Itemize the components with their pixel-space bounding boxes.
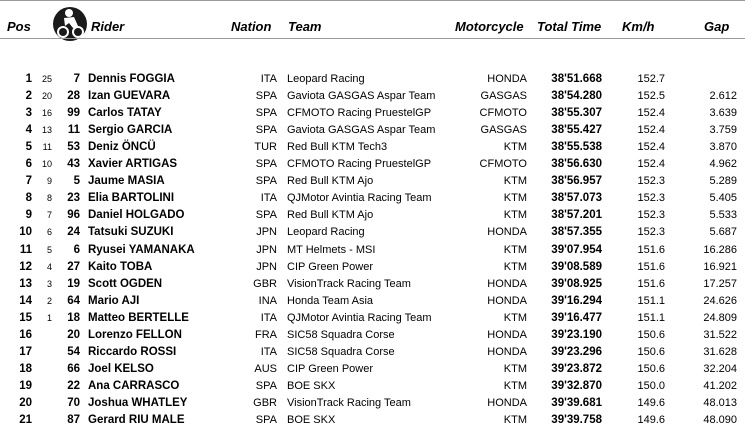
table-row (0, 88, 745, 105)
cell-team: Red Bull KTM Ajo (287, 175, 374, 188)
cell-gap: 5.533 (709, 209, 737, 222)
cell-speed-kmh: 150.6 (637, 328, 665, 341)
cell-points: 5 (46, 244, 52, 255)
cell-team: Red Bull KTM Tech3 (287, 141, 388, 154)
cell-rider-number: 11 (67, 124, 80, 137)
cell-rider-number: 6 (73, 243, 80, 256)
cell-position: 10 (19, 226, 32, 239)
cell-team: SIC58 Squadra Corse (287, 345, 395, 358)
cell-rider-name: Izan GUEVARA (88, 90, 171, 103)
cell-gap: 4.962 (709, 158, 737, 171)
cell-total-time: 38'51.668 (551, 73, 602, 85)
cell-nation: SPA (255, 90, 277, 103)
cell-motorcycle: KTM (503, 209, 527, 222)
cell-motorcycle: KTM (503, 379, 527, 392)
cell-total-time: 39'16.477 (551, 311, 602, 324)
cell-speed-kmh: 151.1 (637, 311, 665, 324)
cell-motorcycle: KTM (503, 243, 527, 256)
cell-position: 6 (25, 158, 32, 171)
cell-nation: FRA (255, 328, 277, 341)
cell-nation: SPA (255, 158, 277, 171)
cell-position: 16 (19, 328, 32, 341)
cell-position: 21 (19, 414, 32, 426)
cell-gap: 48.013 (703, 396, 737, 409)
cell-rider-name: Ana CARRASCO (88, 379, 180, 392)
table-row (0, 378, 745, 395)
cell-nation: GBR (253, 277, 277, 290)
cell-nation: JPN (256, 243, 277, 256)
cell-team: Leopard Racing (287, 73, 365, 85)
table-row (0, 122, 745, 139)
cell-points: 13 (41, 125, 52, 136)
cell-nation: SPA (255, 175, 277, 188)
cell-team: CFMOTO Racing PruestelGP (287, 158, 432, 171)
cell-speed-kmh: 152.4 (637, 107, 665, 120)
cell-rider-name: Dennis FOGGIA (88, 73, 175, 85)
cell-speed-kmh: 152.3 (637, 175, 665, 188)
cell-rider-number: 53 (67, 141, 80, 154)
cell-gap: 3.639 (709, 107, 737, 120)
cell-total-time: 39'32.870 (551, 379, 602, 392)
cell-motorcycle: GASGAS (480, 90, 527, 103)
cell-nation: SPA (255, 414, 277, 426)
cell-rider-name: Mario AJI (88, 294, 140, 307)
cell-position: 19 (19, 379, 32, 392)
cell-motorcycle: KTM (503, 175, 527, 188)
cell-total-time: 38'54.280 (551, 90, 602, 103)
cell-position: 1 (25, 73, 32, 85)
cell-gap: 41.202 (703, 379, 737, 392)
cell-speed-kmh: 151.6 (637, 277, 665, 290)
cell-team: BOE SKX (287, 379, 336, 392)
cell-gap: 5.687 (709, 226, 737, 239)
cell-gap: 24.809 (703, 311, 737, 324)
cell-speed-kmh: 150.6 (637, 362, 665, 375)
cell-nation: SPA (255, 124, 277, 137)
cell-position: 5 (25, 141, 32, 154)
cell-position: 7 (25, 175, 32, 188)
cell-rider-name: Sergio GARCIA (88, 124, 173, 137)
cell-gap: 24.626 (703, 294, 737, 307)
header-rule (0, 38, 745, 39)
cell-total-time: 38'57.201 (551, 209, 602, 222)
cell-rider-name: Ryusei YAMANAKA (88, 243, 195, 256)
cell-nation: ITA (260, 192, 277, 205)
cell-speed-kmh: 152.3 (637, 226, 665, 239)
cell-speed-kmh: 152.3 (637, 209, 665, 222)
table-row (0, 395, 745, 412)
cell-points: 11 (42, 142, 52, 153)
cell-team: CFMOTO Racing PruestelGP (287, 107, 432, 120)
table-row (0, 156, 745, 173)
cell-speed-kmh: 151.6 (637, 243, 665, 256)
cell-motorcycle: CFMOTO (479, 107, 527, 120)
cell-nation: JPN (256, 226, 277, 239)
cell-team: CIP Green Power (287, 362, 374, 375)
cell-gap: 3.870 (709, 141, 737, 154)
table-row (0, 139, 745, 156)
cell-total-time: 38'57.073 (551, 192, 602, 205)
motorcycle-rider-icon (53, 6, 87, 42)
cell-speed-kmh: 152.3 (637, 192, 665, 205)
cell-total-time: 38'55.538 (551, 141, 602, 154)
cell-total-time: 39'16.294 (551, 294, 602, 307)
cell-rider-name: Scott OGDEN (88, 277, 163, 290)
cell-gap: 48.090 (703, 414, 737, 426)
cell-points: 8 (46, 193, 52, 204)
cell-team: Leopard Racing (287, 226, 365, 239)
cell-nation: SPA (255, 107, 277, 120)
cell-gap: 5.405 (709, 192, 737, 205)
cell-motorcycle: KTM (503, 141, 527, 154)
cell-points: 16 (41, 108, 52, 119)
cell-position: 13 (19, 277, 32, 290)
cell-position: 12 (19, 260, 32, 273)
cell-team: Gaviota GASGAS Aspar Team (287, 90, 436, 103)
cell-rider-name: Elia BARTOLINI (88, 192, 175, 205)
cell-rider-number: 70 (67, 396, 80, 409)
cell-rider-number: 66 (67, 362, 80, 375)
cell-rider-number: 5 (73, 175, 80, 188)
cell-rider-name: Daniel HOLGADO (88, 209, 185, 222)
cell-position: 2 (25, 90, 32, 103)
cell-position: 18 (19, 362, 32, 375)
cell-motorcycle: HONDA (487, 73, 527, 85)
cell-total-time: 39'39.758 (551, 414, 602, 426)
cell-rider-number: 43 (67, 158, 80, 171)
cell-gap: 16.921 (703, 260, 737, 273)
cell-points: 2 (46, 295, 52, 306)
table-row (0, 293, 745, 310)
cell-total-time: 39'08.925 (551, 277, 602, 290)
cell-speed-kmh: 152.7 (637, 73, 665, 85)
cell-nation: ITA (260, 311, 277, 324)
cell-nation: TUR (254, 141, 277, 154)
cell-motorcycle: KTM (503, 192, 527, 205)
cell-gap: 5.289 (709, 175, 737, 188)
cell-motorcycle: CFMOTO (479, 158, 527, 171)
cell-motorcycle: HONDA (487, 226, 527, 239)
cell-motorcycle: KTM (503, 414, 527, 426)
cell-rider-number: 27 (67, 260, 80, 273)
cell-nation: SPA (255, 209, 277, 222)
cell-speed-kmh: 151.1 (637, 294, 665, 307)
cell-team: QJMotor Avintia Racing Team (287, 311, 432, 324)
cell-total-time: 39'23.872 (551, 362, 602, 375)
header-total-time: Total Time (537, 19, 602, 34)
cell-points: 9 (46, 176, 52, 187)
cell-nation: AUS (254, 362, 277, 375)
cell-rider-number: 28 (67, 90, 80, 103)
cell-rider-number: 7 (73, 73, 80, 85)
cell-team: Honda Team Asia (287, 294, 374, 307)
cell-gap: 32.204 (703, 362, 737, 375)
cell-position: 14 (19, 294, 32, 307)
table-row (0, 224, 745, 241)
cell-total-time: 38'56.957 (551, 175, 602, 188)
top-rule (0, 0, 745, 1)
cell-position: 11 (19, 243, 32, 256)
cell-position: 8 (25, 192, 32, 205)
cell-points: 1 (46, 312, 52, 323)
table-row (0, 71, 745, 88)
cell-points: 10 (41, 159, 52, 170)
cell-motorcycle: HONDA (487, 345, 527, 358)
cell-rider-name: Gerard RIU MALE (88, 414, 185, 426)
cell-rider-number: 96 (67, 209, 80, 222)
cell-rider-number: 19 (67, 277, 80, 290)
cell-team: BOE SKX (287, 414, 336, 426)
cell-team: VisionTrack Racing Team (287, 277, 411, 290)
header-team: Team (288, 19, 322, 34)
cell-rider-number: 18 (67, 311, 80, 324)
cell-rider-name: Jaume MASIA (88, 175, 165, 188)
cell-rider-number: 22 (67, 379, 80, 392)
table-row (0, 327, 745, 344)
cell-speed-kmh: 150.0 (637, 379, 665, 392)
table-row (0, 310, 745, 327)
cell-speed-kmh: 152.4 (637, 158, 665, 171)
table-row (0, 105, 745, 122)
cell-points: 4 (46, 261, 52, 272)
cell-speed-kmh: 152.4 (637, 141, 665, 154)
cell-points: 25 (41, 74, 52, 84)
cell-rider-name: Lorenzo FELLON (88, 328, 182, 341)
cell-position: 9 (25, 209, 32, 222)
cell-speed-kmh: 152.5 (637, 90, 665, 103)
cell-total-time: 39'23.296 (551, 345, 602, 358)
table-row (0, 344, 745, 361)
cell-team: SIC58 Squadra Corse (287, 328, 395, 341)
table-row (0, 207, 745, 224)
cell-team: Gaviota GASGAS Aspar Team (287, 124, 436, 137)
header-nation: Nation (231, 19, 272, 34)
cell-rider-name: Tatsuki SUZUKI (88, 226, 174, 239)
cell-motorcycle: GASGAS (480, 124, 527, 137)
cell-rider-name: Matteo BERTELLE (88, 311, 189, 324)
cell-gap: 17.257 (703, 277, 737, 290)
cell-rider-number: 24 (67, 226, 80, 239)
cell-motorcycle: HONDA (487, 294, 527, 307)
cell-rider-name: Xavier ARTIGAS (88, 158, 178, 171)
cell-points: 3 (46, 278, 52, 289)
cell-total-time: 38'55.427 (551, 124, 602, 137)
table-row (0, 173, 745, 190)
cell-speed-kmh: 149.6 (637, 396, 665, 409)
cell-rider-name: Joshua WHATLEY (88, 396, 188, 409)
cell-gap: 31.522 (703, 328, 737, 341)
cell-rider-name: Kaito TOBA (88, 260, 153, 273)
cell-speed-kmh: 150.6 (637, 345, 665, 358)
cell-motorcycle: HONDA (487, 277, 527, 290)
header-motorcycle: Motorcycle (455, 19, 524, 34)
cell-speed-kmh: 152.4 (637, 124, 665, 137)
cell-nation: JPN (256, 260, 277, 273)
header-pos: Pos (7, 19, 31, 34)
cell-total-time: 38'56.630 (551, 158, 602, 171)
cell-position: 17 (19, 345, 32, 358)
cell-position: 3 (25, 107, 32, 120)
cell-motorcycle: KTM (503, 311, 527, 324)
cell-total-time: 39'07.954 (551, 243, 602, 256)
cell-rider-number: 87 (67, 414, 80, 426)
table-row (0, 412, 745, 429)
cell-gap: 2.612 (709, 90, 737, 103)
cell-team: QJMotor Avintia Racing Team (287, 192, 432, 205)
cell-points: 6 (46, 227, 52, 238)
cell-gap: 3.759 (709, 124, 737, 137)
cell-rider-number: 54 (67, 345, 80, 358)
table-row (0, 190, 745, 207)
cell-team: CIP Green Power (287, 260, 374, 273)
cell-rider-number: 23 (67, 192, 80, 205)
cell-total-time: 38'57.355 (551, 226, 602, 239)
table-row (0, 259, 745, 276)
cell-rider-name: Deniz ÖNCÜ (88, 141, 156, 154)
cell-team: Red Bull KTM Ajo (287, 209, 374, 222)
cell-rider-name: Carlos TATAY (88, 107, 162, 120)
cell-rider-number: 20 (67, 328, 80, 341)
cell-total-time: 39'23.190 (551, 328, 602, 341)
cell-nation: INA (258, 294, 277, 307)
cell-nation: GBR (253, 396, 277, 409)
cell-rider-number: 64 (67, 294, 80, 307)
cell-total-time: 39'39.681 (551, 396, 602, 409)
cell-rider-name: Joel KELSO (88, 362, 154, 375)
table-row (0, 276, 745, 293)
cell-motorcycle: HONDA (487, 396, 527, 409)
cell-nation: SPA (255, 379, 277, 392)
cell-team: MT Helmets - MSI (287, 243, 376, 256)
cell-position: 20 (19, 396, 32, 409)
header-rider: Rider (91, 19, 125, 34)
cell-total-time: 39'08.589 (551, 260, 602, 273)
cell-speed-kmh: 151.6 (637, 260, 665, 273)
cell-nation: ITA (260, 345, 277, 358)
cell-gap: 31.628 (703, 345, 737, 358)
cell-motorcycle: KTM (503, 260, 527, 273)
table-row (0, 361, 745, 378)
cell-points: 7 (46, 210, 52, 221)
cell-points: 20 (41, 91, 52, 102)
header-gap: Gap (704, 19, 730, 34)
cell-rider-name: Riccardo ROSSI (88, 345, 177, 358)
cell-gap: 16.286 (703, 243, 737, 256)
cell-rider-number: 99 (67, 107, 80, 120)
table-row (0, 242, 745, 259)
cell-speed-kmh: 149.6 (637, 414, 665, 426)
cell-total-time: 38'55.307 (551, 107, 602, 120)
cell-motorcycle: HONDA (487, 328, 527, 341)
cell-position: 4 (25, 124, 32, 137)
cell-position: 15 (19, 311, 32, 324)
cell-team: VisionTrack Racing Team (287, 396, 411, 409)
header-kmh: Km/h (622, 19, 655, 34)
cell-nation: ITA (260, 73, 277, 85)
cell-motorcycle: KTM (503, 362, 527, 375)
